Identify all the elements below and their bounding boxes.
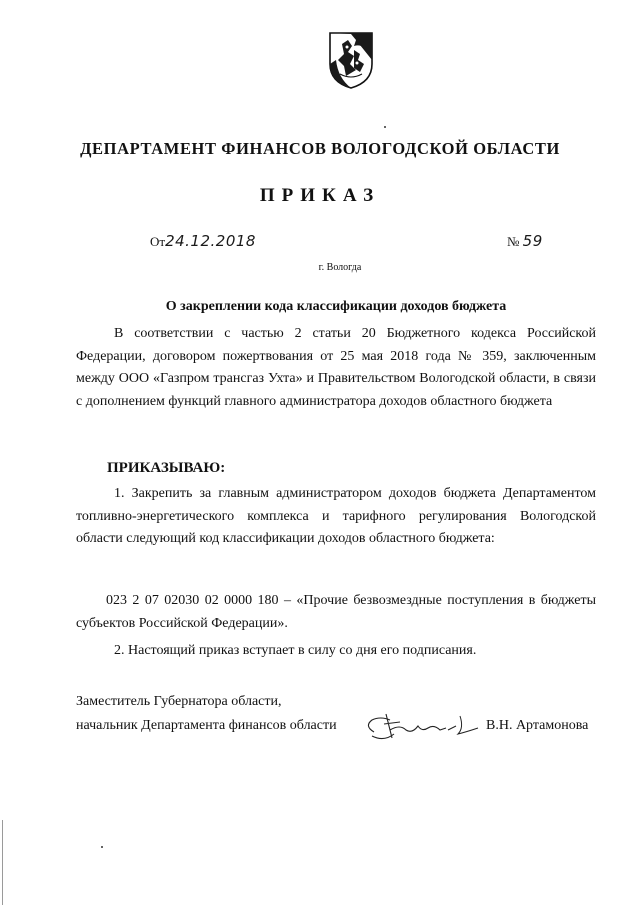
date-prefix: От	[150, 234, 166, 249]
item-2-paragraph: 2. Настоящий приказ вступает в силу со дня его подписания.	[114, 643, 477, 658]
signatory-title-line-1: Заместитель Губернатора области,	[76, 694, 282, 709]
handwritten-number: 59	[522, 232, 543, 250]
scan-speck	[384, 126, 386, 128]
scan-speck	[101, 846, 103, 848]
order-title: ПРИКАЗ	[259, 185, 381, 206]
department-name: ДЕПАРТАМЕНТ ФИНАНСОВ ВОЛОГОДСКОЙ ОБЛАСТИ	[80, 139, 560, 158]
scan-edge-mark	[2, 820, 3, 905]
order-number	[507, 232, 543, 250]
signatory-title-line-2: начальник Департамента финансов области	[76, 718, 337, 733]
number-prefix: №	[507, 234, 520, 249]
preamble-paragraph: В соответствии с частью 2 статьи 20 Бюджетного кодекса Российской Федерации, договором пожертвования от 25 мая 2018 года № 359, заключенным между ООО «Газпром трансгаз Ухта» и Правительством Вологодской области, в связи с дополнением функций главного администратора доходов областного бюджета	[76, 326, 596, 409]
classification-code-paragraph: 023 2 07 02030 02 0000 180 – «Прочие безвозмездные поступления в бюджеты субъектов Российской Федерации».	[76, 593, 596, 631]
handwritten-date: 24.12.2018	[165, 232, 256, 250]
coat-of-arms-icon	[326, 30, 376, 90]
decree-heading: ПРИКАЗЫВАЮ:	[107, 460, 226, 476]
item-1-paragraph: 1. Закрепить за главным администратором доходов бюджета Департаментом топливно-энергетического комплекса и тарифного регулирования Вологодской области следующий код классификации доходов областного бюджета:	[76, 486, 596, 546]
handwritten-signature-icon	[360, 708, 482, 744]
city-label: г. Вологда	[318, 262, 362, 273]
order-date	[150, 232, 256, 250]
signatory-name: В.Н. Артамонова	[486, 718, 589, 733]
order-subject: О закреплении кода классификации доходов бюджета	[165, 299, 507, 314]
